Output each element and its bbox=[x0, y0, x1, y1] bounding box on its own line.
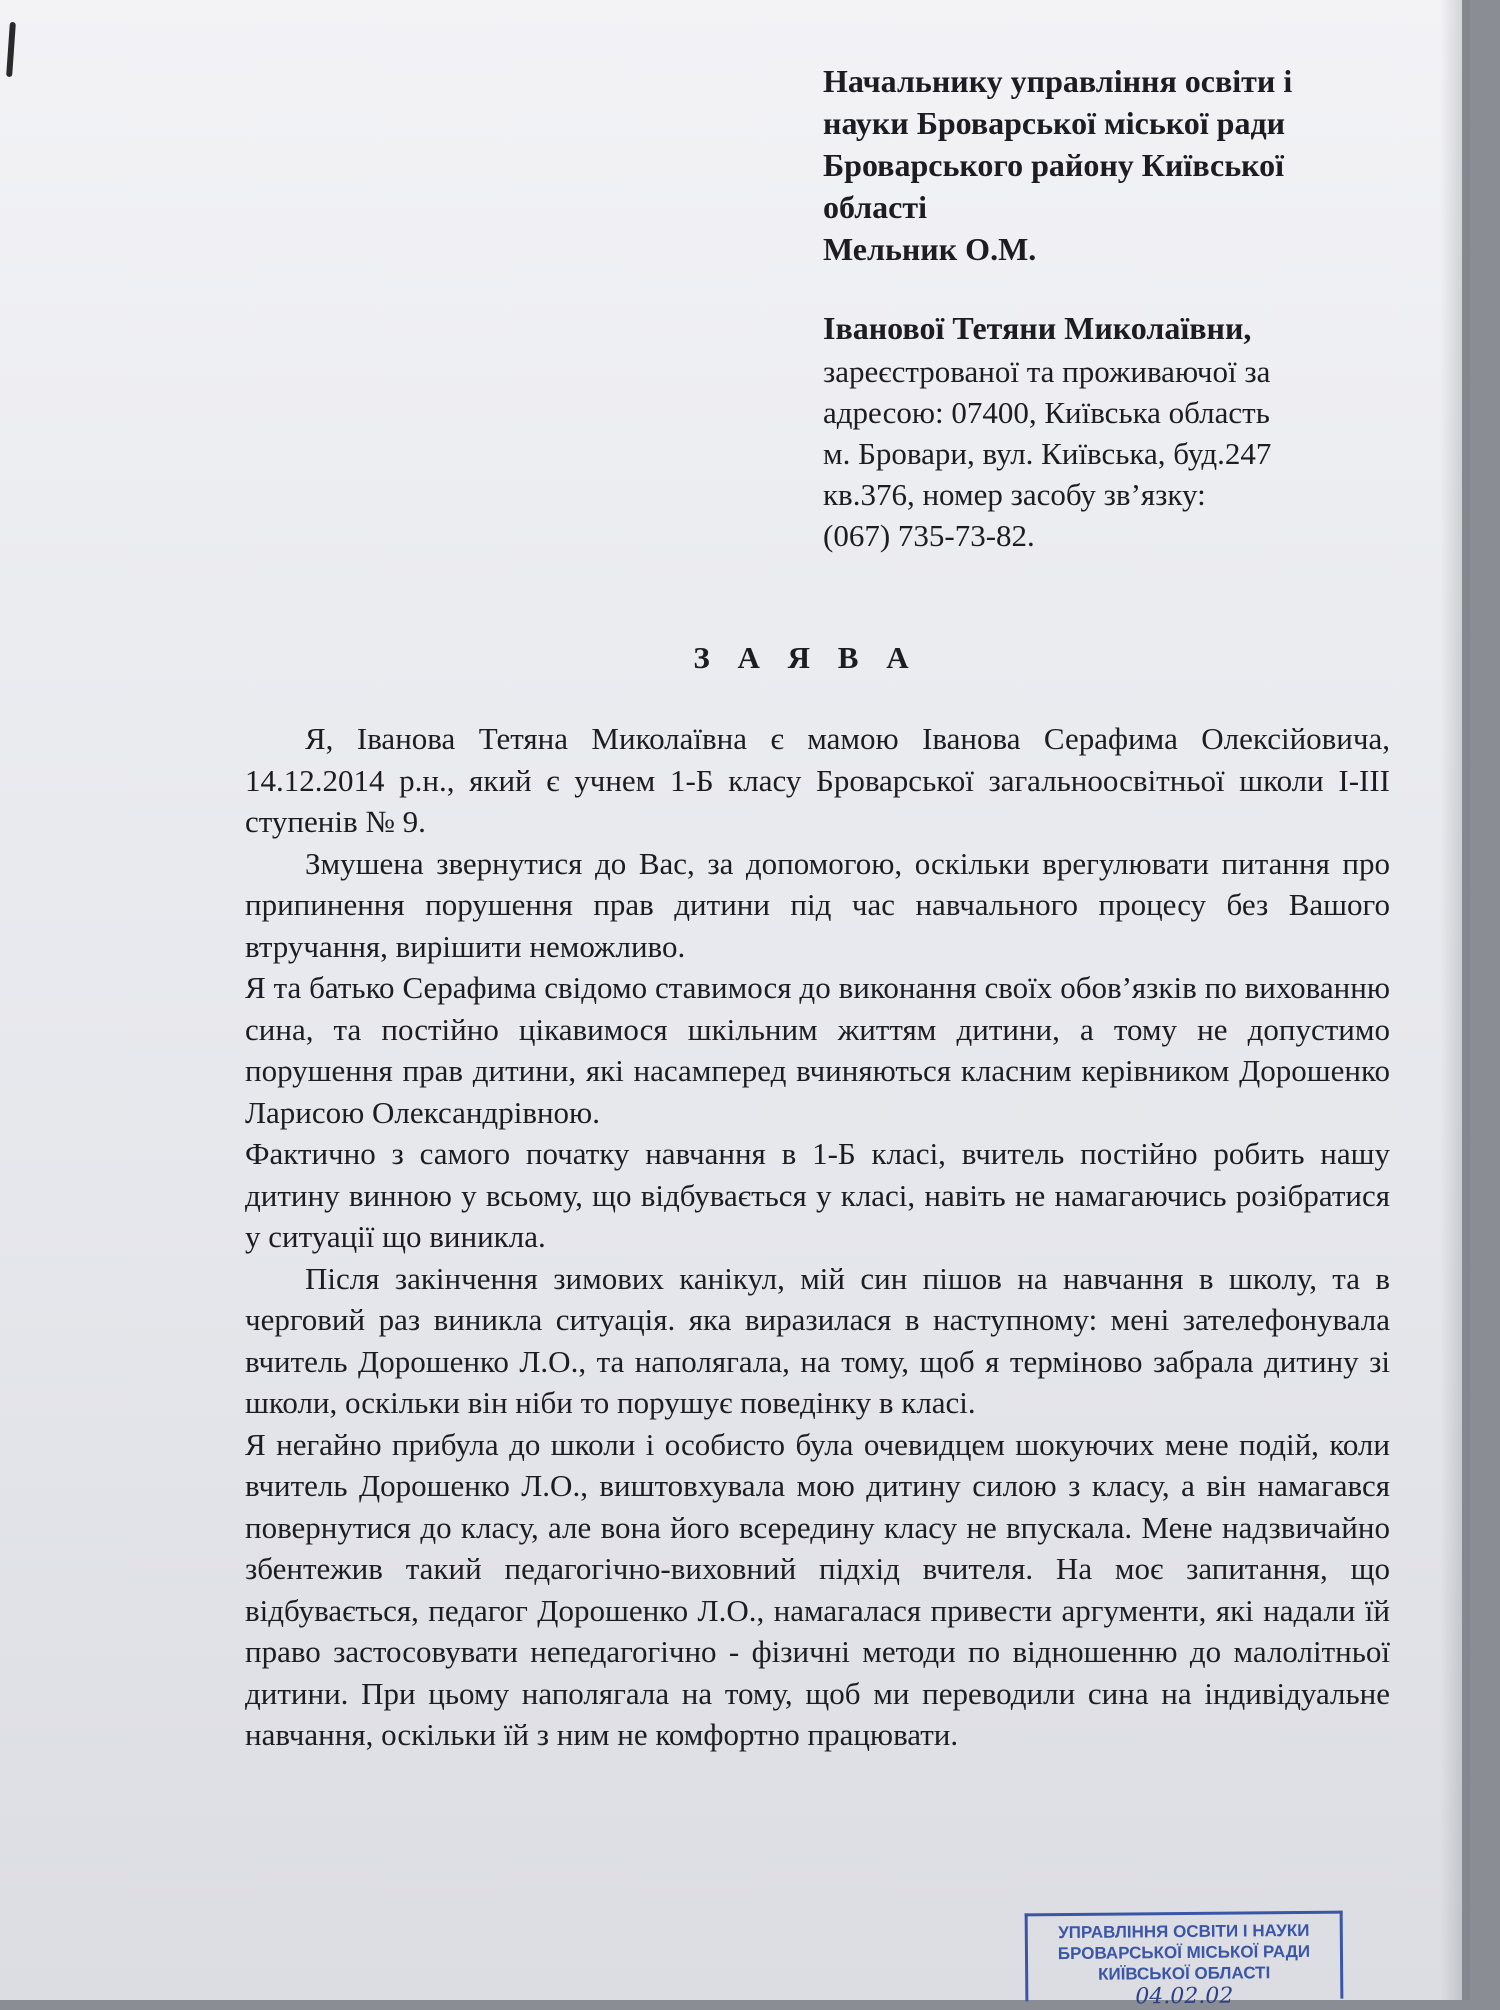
addressee-line: науки Броварської міської ради bbox=[823, 105, 1286, 141]
applicant-address-line: м. Бровари, вул. Київська, буд.247 bbox=[823, 436, 1272, 471]
applicant-address-line: кв.376, номер засобу зв’язку: bbox=[823, 477, 1206, 512]
body-paragraph: Я та батько Серафима свідомо ставимося до виконання своїх обов’язків по вихованню сина, та постійно цікавимося шкільним життям дитини, а тому не допустимо порушення прав дитини, які насамперед вчиняються класним керівником Дорошенко Ларисою Олександрівною. bbox=[245, 970, 1390, 1130]
addressee-line: Броварського району Київської bbox=[823, 147, 1285, 183]
applicant-address-line: адресою: 07400, Київська область bbox=[823, 395, 1270, 430]
addressee-line: області bbox=[823, 189, 927, 225]
body-paragraph: Фактично з самого початку навчання в 1-Б класі, вчитель постійно робить нашу дитину винною у всьому, що відбувається у класі, навіть не намагаючись розібратися у ситуації що виникла. bbox=[245, 1136, 1390, 1254]
page-edge-shadow bbox=[1440, 0, 1470, 2000]
stamp-line: БРОВАРСЬКОЇ МІСЬКОЇ РАДИ bbox=[1057, 1941, 1311, 1964]
body-paragraph: Я негайно прибула до школи і особисто була очевидцем шокуючих мене подій, коли вчитель Дорошенко Л.О., виштовхувала мою дитину силою з класу, а він намагався повернутися до класу, але вона його всередину класу не впускала. Мене надзвичайно збентежив такий педагогічно-виховний підхід вчителя. На моє запитання, що відбувається, педагог Дорошенко Л.О., намагалася привести аргументи, які надали їй право застосовувати непедагогічно - фізичні методи по відношенню до малолітньої дитини. При цьому наполягала на тому, щоб ми переводили сина на індивідуальне навчання, оскільки їй з ним не комфортно працювати. bbox=[245, 1426, 1390, 1752]
stamp-handwritten-date: 04.02.02 bbox=[1135, 1983, 1234, 2010]
applicant-name: Іванової Тетяни Миколаївни, bbox=[823, 310, 1252, 346]
registration-stamp bbox=[1025, 1911, 1344, 2010]
stamp-line: КИЇВСЬКОЇ ОБЛАСТІ bbox=[1097, 1963, 1271, 1984]
body-paragraph: Я, Іванова Тетяна Миколаївна є мамою Іванова Серафима Олексійовича, 14.12.2014 р.н., який є учнем 1-Б класу Броварської загальноосвітньої школи І-ІІІ ступенів № 9. bbox=[245, 721, 1390, 839]
stamp-line: УПРАВЛІННЯ ОСВІТИ І НАУКИ bbox=[1058, 1920, 1310, 1943]
applicant-phone: (067) 735-73-82. bbox=[823, 518, 1035, 553]
addressee-line: Начальнику управління освіти і bbox=[823, 63, 1293, 99]
body-paragraph: Після закінчення зимових канікул, мій син пішов на навчання в школу, та в черговий раз виникла ситуація. яка виразилася в наступному: мені зателефонувала вчитель Дорошенко Л.О., та наполягала, на тому, щоб я терміново забрала дитину зі школи, оскільки він ніби то порушує поведінку в класі. bbox=[245, 1260, 1390, 1420]
addressee-block bbox=[823, 60, 1383, 270]
body-paragraph: Змушена звернутися до Вас, за допомогою, оскільки врегулювати питання про припинення порушення прав дитини під час навчального процесу без Вашого втручання, вирішити неможливо. bbox=[245, 845, 1390, 964]
applicant-address-line: зареєстрованої та проживаючої за bbox=[823, 354, 1271, 389]
addressee-name: Мельник О.М. bbox=[823, 231, 1037, 267]
applicant-block bbox=[823, 308, 1383, 556]
document-title: З А Я В А bbox=[693, 640, 919, 675]
document-body bbox=[245, 718, 1390, 1756]
